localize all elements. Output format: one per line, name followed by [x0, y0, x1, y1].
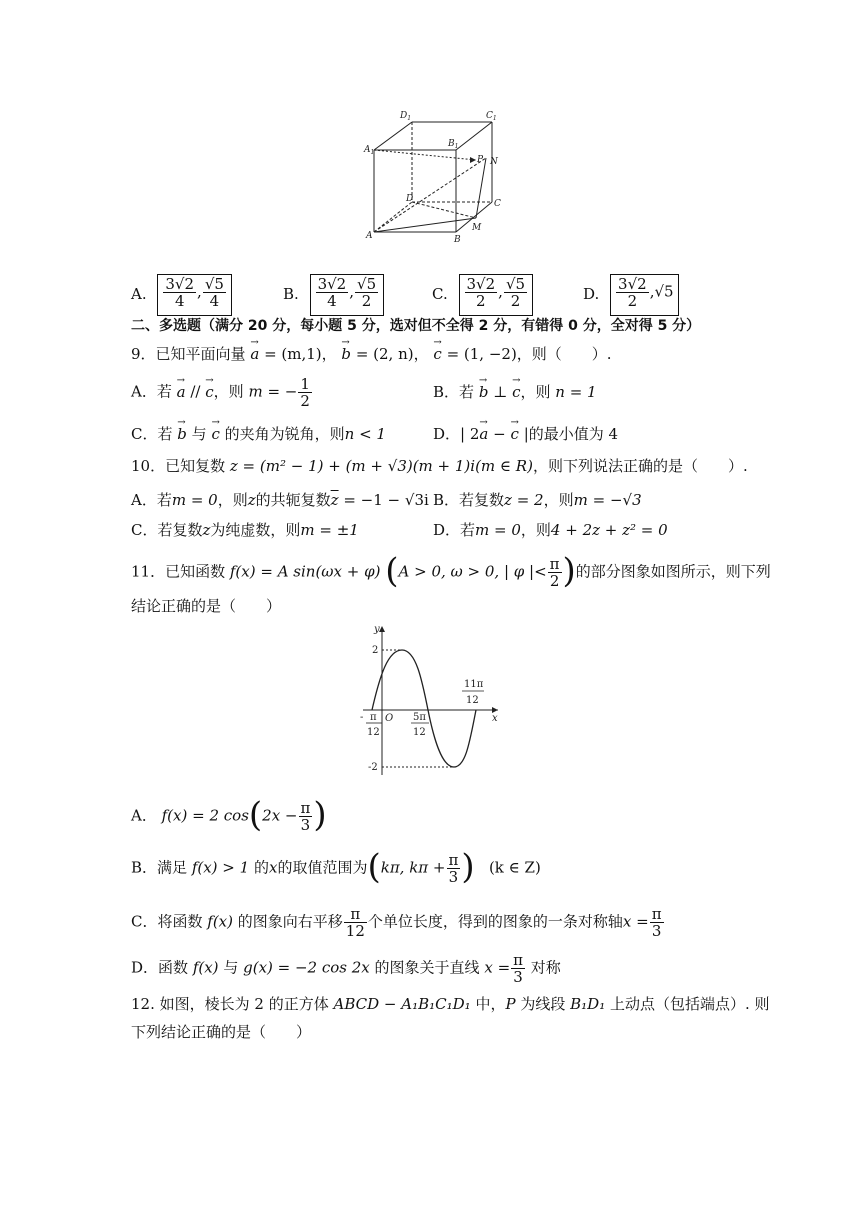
svg-text:12: 12: [367, 727, 380, 738]
q11-option-c[interactable]: C．将函数 f(x) 的图象向右平移 $\frac{\pi}{12}$ 个单位长度，得到的图象的一条对称轴x = $\frac{\pi}{3}$: [131, 905, 662, 940]
section2-heading: 二、多选题（满分 20 分，每小题 5 分，选对但不全得 2 分，有错得 0 分，全对得 5 分）: [131, 318, 701, 334]
svg-text:12: 12: [466, 695, 479, 706]
cube-label-b: B: [454, 235, 461, 245]
q8-option-b[interactable]: B. $\frac{3√2}{4}$ , $\frac{√5}{2}$: [283, 274, 384, 316]
q11-stem: 11．已知函数 f(x) = A sin(ωx + φ) (A > 0, ω > 0, | φ |< $\frac{\pi}{2}$ )的部分图象如图所示，则下列: [131, 550, 771, 591]
q12-stem-line1: 12. 如图，棱长为 2 的正方体 ABCD − A₁B₁C₁D₁ 中，P 为线段 B₁D₁ 上动点（包括端点）. 则: [131, 995, 770, 1013]
q8-option-d[interactable]: D. $\frac{3√2}{2}$ ,√5: [583, 274, 679, 316]
q9-option-d[interactable]: D．| 2→ a − → c |的最小值为 4: [433, 424, 618, 444]
graph-origin-label: O: [385, 713, 394, 724]
svg-text:π: π: [370, 712, 377, 723]
graph-y-bottom-label: -2: [368, 762, 378, 773]
q8-option-c[interactable]: C. $\frac{3√2}{2}$ , $\frac{√5}{2}$: [432, 274, 533, 316]
q10-option-b[interactable]: B．若复数z = 2，则m = −√3: [433, 491, 642, 509]
cube-label-d1: $D_1$: [400, 111, 412, 122]
q11-option-a[interactable]: A． f(x) = 2 cos(2x − $\frac{\pi}{3}$ ): [131, 794, 327, 835]
graph-tick-neg-pi-12: [360, 712, 382, 738]
q11-graph: [358, 620, 508, 780]
cube-label-n: N: [490, 157, 498, 167]
graph-tick-5pi-12: [411, 712, 429, 738]
q11-stem-line2: 结论正确的是（ ）: [131, 597, 282, 615]
cube-label-c: C: [494, 199, 501, 209]
cube-figure: [360, 104, 510, 246]
q11-option-d[interactable]: D．函数 f(x) 与 g(x) = −2 cos 2x 的图象关于直线 x = $\frac{\pi}{3}$ 对称: [131, 951, 561, 986]
graph-y-label: y: [374, 624, 380, 635]
svg-text:-: -: [360, 712, 364, 723]
q9-option-a[interactable]: A．若 → a // → c，则 m = − $\frac{1}{2}$: [131, 376, 313, 409]
q10-option-d[interactable]: D．若m = 0，则4 + 2z + z² = 0: [433, 521, 668, 539]
svg-text:11π: 11π: [464, 679, 484, 690]
q10-stem: 10．已知复数 z = (m² − 1) + (m + √3)(m + 1)i(m ∈ R)，则下列说法正确的是（ ）.: [131, 457, 748, 475]
cube-label-a: A: [366, 231, 373, 241]
graph-x-label: x: [492, 713, 498, 724]
svg-text:12: 12: [413, 727, 426, 738]
q10-option-c[interactable]: C．若复数z为纯虚数，则m = ±1: [131, 521, 359, 539]
cube-label-b1: $B_1$: [448, 139, 459, 150]
cube-label-d: D: [406, 194, 414, 204]
q9-option-b[interactable]: B．若 → b ⊥ → c，则 n = 1: [433, 382, 597, 402]
q8-option-a[interactable]: A. $\frac{3√2}{4}$ , $\frac{√5}{4}$: [131, 274, 232, 316]
cube-label-c1: $C_1$: [486, 111, 497, 122]
graph-y-top-label: 2: [372, 645, 379, 656]
q12-stem-line2: 下列结论正确的是（ ）: [131, 1023, 312, 1041]
q9-stem: 9．已知平面向量 → a = (m,1)， → b = (2, n)， → c = (1, −2)，则（ ）.: [131, 344, 612, 364]
graph-tick-11pi-12: [462, 679, 484, 706]
cube-label-m: M: [472, 223, 482, 233]
svg-text:5π: 5π: [413, 712, 426, 723]
q11-option-b[interactable]: B．满足 f(x) > 1 的x的取值范围为(kπ, kπ + $\frac{\pi}{3}$ ) (k ∈ Z): [131, 846, 541, 887]
q9-option-c[interactable]: C．若 → b 与 → c 的夹角为锐角，则n < 1: [131, 424, 386, 444]
cube-label-a1: $A_1$: [364, 145, 375, 156]
q10-option-a[interactable]: A．若m = 0，则z的共轭复数$\overline{z} = -1 - √3i$: [131, 491, 429, 509]
cube-label-p: P: [477, 155, 484, 165]
